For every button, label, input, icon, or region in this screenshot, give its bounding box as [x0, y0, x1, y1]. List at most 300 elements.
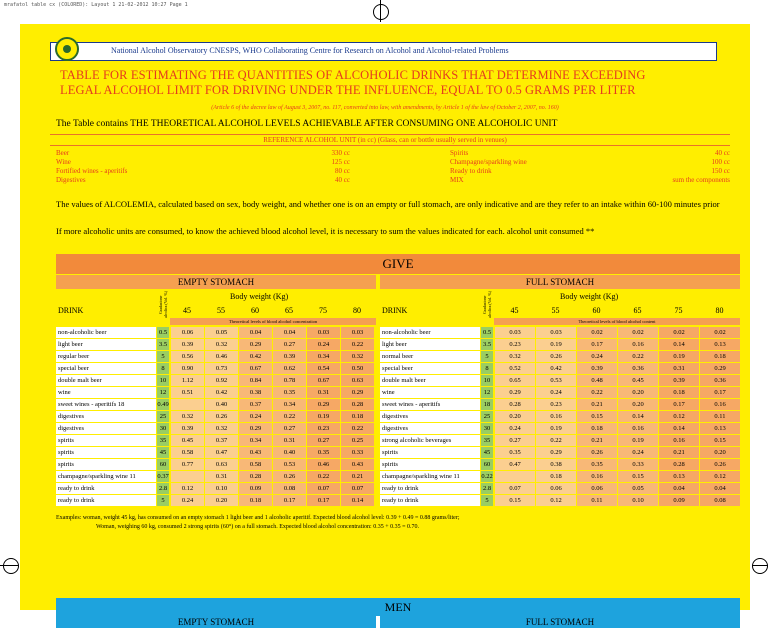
alcohol-volume: 60: [481, 459, 493, 470]
alcohol-volume: 3.5: [158, 341, 168, 348]
bac-value: 0.16: [618, 423, 658, 434]
bac-value: 0.20: [495, 411, 535, 422]
drink-name: double malt beer: [56, 375, 156, 386]
bac-value: 0.18: [700, 351, 740, 362]
bac-value: 0.29: [307, 399, 340, 410]
bac-value: 0.06: [171, 327, 204, 338]
drink-name: wine: [380, 387, 480, 398]
body-weight-header-left: Body weight (Kg): [230, 292, 289, 301]
drink-name: light beer: [56, 339, 156, 350]
bac-value: 0.53: [273, 459, 306, 470]
weight-column-header: 55: [217, 306, 225, 315]
reference-item-name: Champagne/sparkling wine: [450, 158, 527, 166]
bac-value: 0.31: [307, 387, 340, 398]
alcohol-volume: 35: [157, 435, 169, 446]
alcohol-volume: 45: [481, 447, 493, 458]
registration-mark-right: [752, 558, 768, 574]
drink-header-right: DRINK: [382, 306, 408, 315]
bac-value: 0.20: [205, 495, 238, 506]
drink-name: wine: [56, 387, 156, 398]
alcohol-volume: 8: [157, 363, 169, 374]
bac-value: 0.13: [700, 339, 740, 350]
reference-item-value: sum the components: [672, 176, 730, 184]
bac-value: 0.20: [618, 399, 658, 410]
reference-item-name: MIX: [450, 176, 464, 184]
bac-value: 0.22: [341, 339, 374, 350]
alcohol-volume: 0.5: [158, 329, 168, 336]
drink-name: light beer: [380, 339, 480, 350]
bac-value: 0.28: [239, 471, 272, 482]
bac-value: 0.28: [495, 399, 535, 410]
bac-value: 0.53: [536, 375, 576, 386]
bac-value: 0.19: [536, 423, 576, 434]
bac-value: 0.13: [700, 423, 740, 434]
alcolemia-note: The values of ALCOLEMIA, calculated based on sex, body weight, and whether one is on an empty or full stomach, are only indicative and are they refer to an intake within 60-100 minutes prior: [56, 199, 720, 209]
bac-value: 0.10: [618, 495, 658, 506]
bac-value: 0.31: [205, 471, 238, 482]
bac-value: 0.48: [577, 375, 617, 386]
bac-value: 0.37: [205, 435, 238, 446]
weight-column-header: 80: [715, 306, 724, 315]
weight-column-header: 75: [319, 306, 327, 315]
weight-column-header: 65: [285, 306, 293, 315]
bac-value: 1.12: [171, 375, 204, 386]
reference-item-name: Fortified wines - aperitifs: [56, 167, 128, 175]
reference-item-value: 40 cc: [715, 149, 730, 157]
men-empty-stomach-header: EMPTY STOMACH: [56, 616, 376, 628]
alcohol-volume: 3.5: [482, 341, 492, 348]
bac-value: [171, 471, 204, 482]
bac-value: 0.16: [618, 339, 658, 350]
bac-value: 0.31: [273, 435, 306, 446]
table-row: [56, 399, 740, 411]
bac-value: 0.22: [577, 387, 617, 398]
bac-value: 0.23: [307, 423, 340, 434]
bac-value: 0.62: [273, 363, 306, 374]
bac-value: 0.24: [577, 351, 617, 362]
registration-mark-left: [3, 558, 19, 574]
sum-note: If more alcoholic units are consumed, to know the achieved blood alcohol level, it is necessary to sum the values indicated for each. alcohol unit consumed **: [56, 226, 595, 236]
bac-value: 0.03: [536, 327, 576, 338]
alcohol-volume: 10: [157, 375, 169, 386]
bac-value: 0.11: [577, 495, 617, 506]
bac-value: 0.02: [659, 327, 699, 338]
bac-value: 0.18: [239, 495, 272, 506]
bac-value: 0.17: [307, 495, 340, 506]
bac-value: 0.50: [341, 363, 374, 374]
alcohol-volume: 8: [481, 363, 493, 374]
drink-name: sweet wines - aperitifs 18: [56, 399, 156, 410]
weight-column-header: 60: [592, 306, 601, 315]
example-1: Examples: woman, weight 45 kg, has consumed on an empty stomach 1 light beer and 1 alcoholic aperitif. Expected blood alcohol level: 0.39 + 0.49 = 0.88 grams/liter;: [56, 515, 460, 521]
weight-column-header: 80: [353, 306, 361, 315]
drink-name: spirits: [380, 459, 480, 470]
reference-item-value: 125 cc: [331, 158, 350, 166]
drink-name: regular beer: [56, 351, 156, 362]
bac-value: 0.28: [659, 459, 699, 470]
alcohol-volume: 0.49: [157, 401, 169, 408]
document-sheet: [20, 24, 750, 627]
bac-value: 0.39: [659, 375, 699, 386]
bac-value: 0.10: [205, 483, 238, 494]
alcohol-volume: 30: [481, 423, 493, 434]
bac-value: 0.63: [341, 375, 374, 386]
alcohol-volume: 45: [157, 447, 169, 458]
alcohol-volume: 10: [481, 375, 493, 386]
bac-value: 0.16: [536, 411, 576, 422]
bac-value: 0.05: [618, 483, 658, 494]
bac-value: 0.38: [239, 387, 272, 398]
bac-value: 0.22: [618, 351, 658, 362]
title-line-1: TABLE FOR ESTIMATING THE QUANTITIES OF ALCOHOLIC DRINKS THAT DETERMINE EXCEEDING: [60, 68, 646, 82]
bac-value: 0.67: [307, 375, 340, 386]
bac-value: 0.40: [205, 399, 238, 410]
bac-value: 0.24: [495, 423, 535, 434]
bac-value: 0.19: [307, 411, 340, 422]
bac-value: 0.77: [171, 459, 204, 470]
alcohol-volume: 0.37: [157, 473, 169, 480]
table-row: [56, 339, 740, 351]
table-row: [56, 327, 740, 339]
bac-value: 0.43: [341, 459, 374, 470]
bac-value: 0.05: [205, 327, 238, 338]
bac-value: 0.38: [536, 459, 576, 470]
bac-value: 0.29: [341, 387, 374, 398]
bac-value: 0.04: [273, 327, 306, 338]
bac-value: 0.06: [536, 483, 576, 494]
bac-value: 0.46: [205, 351, 238, 362]
table-row: [56, 447, 740, 459]
drink-name: spirits: [380, 447, 480, 458]
bac-value: 0.12: [700, 471, 740, 482]
bac-value: 0.23: [495, 339, 535, 350]
bac-value: 0.02: [700, 327, 740, 338]
body-weight-header-right: Body weight (Kg): [560, 292, 619, 301]
alcohol-volume: 0.22: [481, 473, 493, 480]
bac-value: 0.18: [659, 387, 699, 398]
bac-value: [495, 471, 535, 482]
bac-value: 0.46: [307, 459, 340, 470]
drink-name: special beer: [56, 363, 156, 374]
table-row: [56, 423, 740, 435]
bac-value: 0.07: [307, 483, 340, 494]
bac-value: 0.31: [659, 363, 699, 374]
drink-name: champagne/sparkling wine 11: [56, 471, 156, 482]
bac-value: 0.63: [205, 459, 238, 470]
divider: [50, 134, 730, 135]
bac-value: 0.65: [495, 375, 535, 386]
weight-column-header: 75: [674, 306, 683, 315]
bac-value: 0.34: [239, 435, 272, 446]
bac-value: 0.29: [536, 447, 576, 458]
bac-value: 0.78: [273, 375, 306, 386]
bac-value: 0.04: [659, 483, 699, 494]
drink-name: digestives: [380, 411, 480, 422]
bac-value: 0.58: [171, 447, 204, 458]
bac-value: 0.54: [307, 363, 340, 374]
bac-value: 0.33: [618, 459, 658, 470]
bac-value: 0.22: [536, 435, 576, 446]
bac-value: 0.34: [273, 399, 306, 410]
weight-column-header: 65: [633, 306, 642, 315]
drink-name: spirits: [56, 459, 156, 470]
reference-item-value: 40 cc: [335, 176, 350, 184]
full-stomach-header: FULL STOMACH: [380, 275, 740, 289]
bac-value: 0.26: [700, 459, 740, 470]
bac-value: 0.40: [273, 447, 306, 458]
bac-value: 0.07: [495, 483, 535, 494]
drink-name: normal beer: [380, 351, 480, 362]
bac-value: 0.26: [273, 471, 306, 482]
bac-value: 0.15: [700, 435, 740, 446]
bac-value: 0.24: [618, 447, 658, 458]
table-row: [56, 459, 740, 471]
bac-value: 0.47: [495, 459, 535, 470]
bac-value: 0.29: [495, 387, 535, 398]
header-banner: [50, 42, 717, 61]
bac-value: 0.12: [171, 483, 204, 494]
alcohol-volume: 5: [481, 495, 493, 506]
drink-name: spirits: [56, 447, 156, 458]
bac-value: 0.35: [495, 447, 535, 458]
bac-value: 0.19: [536, 339, 576, 350]
bac-value: 0.21: [341, 471, 374, 482]
drink-name: ready to drink: [380, 483, 480, 494]
reference-item-value: 150 cc: [711, 167, 730, 175]
alcohol-volume: 30: [157, 423, 169, 434]
bac-value: 0.24: [239, 411, 272, 422]
bac-value: 0.13: [659, 471, 699, 482]
bac-value: 0.26: [205, 411, 238, 422]
bac-value: 0.73: [205, 363, 238, 374]
title-line-2: LEGAL ALCOHOL LIMIT FOR DRIVING UNDER THE INFLUENCE, EQUAL TO 0.5 GRAMS PER LITER: [60, 83, 636, 97]
alcohol-volume: 12: [481, 387, 493, 398]
drink-name: digestives: [56, 423, 156, 434]
bac-value: 0.03: [495, 327, 535, 338]
bac-value: 0.43: [239, 447, 272, 458]
table-row: [56, 351, 740, 363]
bac-value: 0.28: [341, 399, 374, 410]
drink-name: non-alcoholic beer: [380, 327, 480, 338]
weight-column-header: 45: [510, 306, 519, 315]
bac-value: 0.90: [171, 363, 204, 374]
bac-value: 0.32: [171, 411, 204, 422]
drink-name: non-alcoholic beer: [56, 327, 156, 338]
bac-value: 0.27: [495, 435, 535, 446]
bac-value: 0.27: [273, 423, 306, 434]
bac-value: 0.15: [618, 471, 658, 482]
print-slug: mrafatol table cx (COLORED): Layout 1 21-02-2012 10:27 Page 1: [4, 2, 188, 8]
reference-item-value: 100 cc: [711, 158, 730, 166]
bac-value: 0.17: [273, 495, 306, 506]
bac-value: 0.17: [700, 387, 740, 398]
bac-value: 0.33: [341, 447, 374, 458]
give-banner: GIVE: [56, 254, 740, 274]
bac-value: 0.39: [171, 339, 204, 350]
drink-name: champagne/sparkling wine 11: [380, 471, 480, 482]
bac-value: 0.14: [659, 423, 699, 434]
bac-value: 0.36: [618, 363, 658, 374]
alcohol-volume: 12: [157, 387, 169, 398]
bac-value: 0.26: [536, 351, 576, 362]
bac-value: 0.22: [307, 471, 340, 482]
bac-value: 0.67: [239, 363, 272, 374]
observatory-logo-icon: [55, 37, 79, 61]
bac-value: 0.16: [700, 399, 740, 410]
bac-value: 0.56: [171, 351, 204, 362]
bac-value: 0.25: [341, 435, 374, 446]
bac-value: 0.11: [700, 411, 740, 422]
table-row: [56, 375, 740, 387]
alcohol-volume: 18: [481, 399, 493, 410]
bac-value: 0.29: [239, 339, 272, 350]
men-banner: MEN: [56, 598, 740, 616]
bac-value: 0.14: [659, 339, 699, 350]
reference-item-value: 80 cc: [335, 167, 350, 175]
drink-name: ready to drink: [380, 495, 480, 506]
table-row: [56, 387, 740, 399]
bac-value: 0.24: [536, 387, 576, 398]
bac-value: 0.16: [659, 435, 699, 446]
bac-value: 0.92: [205, 375, 238, 386]
drink-name: digestives: [380, 423, 480, 434]
alcohol-volume: 2.8: [158, 485, 168, 492]
table-row: [56, 411, 740, 423]
bac-value: 0.27: [307, 435, 340, 446]
bac-value: 0.29: [700, 363, 740, 374]
reference-item-name: Ready to drink: [450, 167, 492, 175]
bac-value: 0.16: [577, 471, 617, 482]
bac-value: 0.12: [536, 495, 576, 506]
divider: [50, 145, 730, 146]
table-row: [56, 495, 740, 507]
bac-value: 0.18: [341, 411, 374, 422]
bac-value: 0.08: [273, 483, 306, 494]
bac-value: 0.36: [700, 375, 740, 386]
drink-name: digestives: [56, 411, 156, 422]
bac-value: 0.24: [171, 495, 204, 506]
bac-value: 0.24: [307, 339, 340, 350]
bac-value: 0.22: [341, 423, 374, 434]
bac-value: 0.45: [171, 435, 204, 446]
bac-value: 0.03: [307, 327, 340, 338]
reference-item-name: Spirits: [450, 149, 469, 157]
bac-value: 0.39: [273, 351, 306, 362]
bac-value: 0.32: [205, 423, 238, 434]
example-2: Woman, weighing 60 kg, consumed 2 strong spirits (60°) on a full stomach. Expected blood alcohol concentration: 0.35 + 0.35 = 0.70.: [96, 524, 419, 530]
bac-value: 0.14: [341, 495, 374, 506]
bac-value: 0.18: [536, 471, 576, 482]
bac-value: 0.32: [495, 351, 535, 362]
alcohol-volume: 5: [481, 351, 493, 362]
weight-column-header: 55: [551, 306, 560, 315]
reference-item-name: Beer: [56, 149, 70, 157]
bac-value: 0.23: [536, 399, 576, 410]
bac-value: 0.29: [239, 423, 272, 434]
bac-value: 0.35: [273, 387, 306, 398]
alcohol-volume: 0.5: [482, 329, 492, 336]
weight-column-header: 60: [251, 306, 259, 315]
bac-value: 0.34: [307, 351, 340, 362]
bac-value: 0.22: [273, 411, 306, 422]
theo-header-right: Theoretical levels of blood alcohol content: [494, 318, 740, 325]
alcohol-volume: 25: [157, 411, 169, 422]
alcohol-volume: 5: [157, 495, 169, 506]
bac-value: 0.15: [495, 495, 535, 506]
bac-value: 0.20: [618, 387, 658, 398]
reference-item-name: Digestives: [56, 176, 86, 184]
bac-value: 0.08: [700, 495, 740, 506]
drink-name: ready to drink: [56, 483, 156, 494]
legal-reference: (Article 6 of the decree law of August 3, 2007, no. 117, converted into law, with amendments, by Article 1 of the law of October 2, 2007, no. 160): [211, 105, 559, 111]
bac-value: 0.19: [659, 351, 699, 362]
bac-value: 0.21: [659, 447, 699, 458]
bac-value: 0.06: [577, 483, 617, 494]
bac-value: 0.42: [205, 387, 238, 398]
bac-value: 0.21: [577, 399, 617, 410]
theo-header-left: Theoretical levels of blood alcohol concentration: [170, 318, 376, 325]
drink-name: double malt beer: [380, 375, 480, 386]
drink-name: sweet wines - aperitifs: [380, 399, 480, 410]
bac-value: 0.04: [239, 327, 272, 338]
bac-value: 0.15: [577, 411, 617, 422]
bac-value: 0.17: [659, 399, 699, 410]
bac-value: 0.27: [273, 339, 306, 350]
alcohol-volume: 25: [481, 411, 493, 422]
drink-header-left: DRINK: [58, 306, 84, 315]
table-row: [56, 483, 740, 495]
bac-value: 0.37: [239, 399, 272, 410]
bac-value: 0.58: [239, 459, 272, 470]
bac-value: 0.17: [577, 339, 617, 350]
bac-value: 0.35: [307, 447, 340, 458]
bac-value: [171, 399, 204, 410]
alcohol-volume: 2.8: [482, 485, 492, 492]
table-intro: The Table contains THE THEORETICAL ALCOHOL LEVELS ACHIEVABLE AFTER CONSUMING ONE ALCOHOLIC UNIT: [56, 119, 558, 129]
empty-stomach-header: EMPTY STOMACH: [56, 275, 376, 289]
bac-value: 0.32: [341, 351, 374, 362]
bac-value: 0.19: [618, 435, 658, 446]
table-row: [56, 435, 740, 447]
weight-column-header: 45: [183, 306, 191, 315]
drink-name: strong alcoholic beverages: [380, 435, 480, 446]
grad-header-left: Gradazione alcolica (Vol. %): [158, 291, 168, 319]
reference-item-value: 330 cc: [331, 149, 350, 157]
alcohol-volume: 35: [481, 435, 493, 446]
bac-value: 0.12: [659, 411, 699, 422]
bac-value: 0.07: [341, 483, 374, 494]
bac-value: 0.35: [577, 459, 617, 470]
bac-value: 0.45: [618, 375, 658, 386]
bac-value: 0.42: [536, 363, 576, 374]
bac-value: 0.47: [205, 447, 238, 458]
bac-value: 0.18: [577, 423, 617, 434]
grad-header-right: Gradazione alcolica (Vol. %): [482, 291, 492, 319]
bac-value: 0.84: [239, 375, 272, 386]
bac-value: 0.02: [618, 327, 658, 338]
alcohol-volume: 60: [157, 459, 169, 470]
bac-value: 0.03: [341, 327, 374, 338]
table-row: [56, 471, 740, 483]
registration-mark-top: [373, 4, 389, 20]
bac-value: 0.39: [171, 423, 204, 434]
drink-name: special beer: [380, 363, 480, 374]
reference-item-name: Wine: [56, 158, 71, 166]
bac-value: 0.20: [700, 447, 740, 458]
bac-value: 0.04: [700, 483, 740, 494]
table-row: [56, 363, 740, 375]
reference-title: REFERENCE ALCOHOL UNIT (in cc) (Glass, can or bottle usually served in venues): [263, 136, 507, 144]
